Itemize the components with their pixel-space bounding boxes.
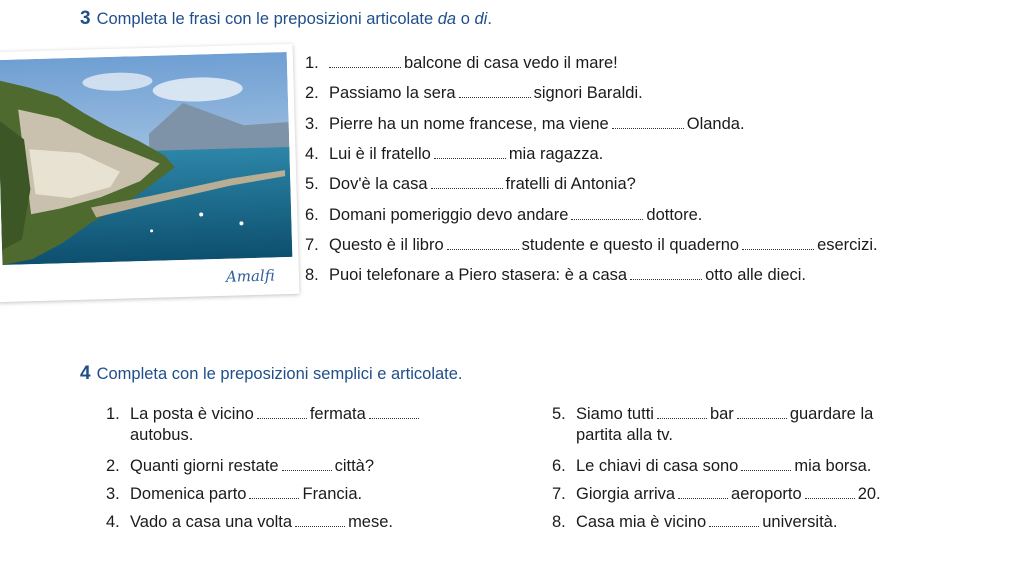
item-number: 1. bbox=[106, 405, 120, 423]
amalfi-photo bbox=[0, 44, 299, 302]
item-text: Passiamo la sera bbox=[329, 84, 456, 103]
item-text: Pierre ha un nome francese, ma viene bbox=[329, 114, 609, 133]
item-text: fermata bbox=[309, 405, 366, 423]
item-text: Vado a casa una volta bbox=[130, 513, 293, 531]
item-number: 4. bbox=[106, 513, 120, 531]
item-text: Casa mia è vicino bbox=[576, 513, 707, 531]
exercise-item bbox=[305, 266, 806, 285]
exercise-item bbox=[106, 457, 374, 476]
item-text: università. bbox=[762, 513, 838, 531]
item-text: signori Baraldi. bbox=[533, 84, 643, 103]
item-text: Puoi telefonare a Piero stasera: è a casa bbox=[329, 266, 628, 285]
answer-blank[interactable] bbox=[737, 408, 787, 419]
answer-blank[interactable] bbox=[282, 460, 332, 471]
item-number: 2. bbox=[305, 84, 319, 103]
item-text: dottore. bbox=[646, 205, 703, 224]
answer-blank[interactable] bbox=[459, 87, 531, 98]
item-text: Siamo tutti bbox=[576, 405, 654, 423]
answer-blank[interactable] bbox=[741, 460, 791, 471]
answer-blank[interactable] bbox=[612, 118, 684, 129]
item-text: Domani pomeriggio devo andare bbox=[329, 205, 569, 224]
item-number: 3. bbox=[106, 485, 120, 503]
item-text: esercizi. bbox=[817, 235, 878, 254]
answer-blank[interactable] bbox=[657, 408, 707, 419]
exercise-item bbox=[552, 513, 837, 532]
answer-blank[interactable] bbox=[630, 269, 702, 280]
item-text: studente e questo il quaderno bbox=[521, 235, 740, 254]
exercise-item bbox=[552, 405, 873, 424]
exercise-item bbox=[106, 405, 422, 424]
item-continuation: autobus. bbox=[130, 426, 194, 444]
exercise-3-title-text: Completa le frasi con le preposizioni articolate bbox=[96, 10, 438, 28]
exercise-item bbox=[305, 236, 878, 255]
amalfi-image bbox=[0, 52, 292, 265]
answer-blank[interactable] bbox=[447, 239, 519, 250]
photo-caption: Amalfi bbox=[225, 266, 275, 286]
exercise-4-title bbox=[80, 363, 463, 385]
exercise-item bbox=[305, 84, 643, 103]
item-number: 6. bbox=[552, 457, 566, 475]
exercise-item bbox=[552, 457, 871, 476]
exercise-4-title-text: Completa con le preposizioni semplici e articolate. bbox=[96, 365, 463, 383]
exercise-3-title-end: . bbox=[487, 10, 492, 28]
answer-blank[interactable] bbox=[295, 516, 345, 527]
exercise-item bbox=[305, 206, 702, 225]
item-text: mese. bbox=[348, 513, 393, 531]
answer-blank[interactable] bbox=[678, 488, 728, 499]
item-text: Domenica parto bbox=[130, 485, 247, 503]
item-number: 7. bbox=[305, 235, 319, 254]
item-number: 5. bbox=[305, 175, 319, 194]
item-number: 2. bbox=[106, 457, 120, 475]
item-text: Lui è il fratello bbox=[329, 144, 431, 163]
exercise-4-number: 4 bbox=[80, 363, 91, 384]
item-text: Dov'è la casa bbox=[329, 175, 428, 194]
answer-blank[interactable] bbox=[709, 516, 759, 527]
exercise-item bbox=[106, 485, 362, 504]
exercise-item bbox=[305, 115, 745, 134]
answer-blank[interactable] bbox=[434, 148, 506, 159]
answer-blank[interactable] bbox=[431, 178, 503, 189]
exercise-item bbox=[552, 485, 881, 504]
exercise-item bbox=[305, 175, 636, 194]
item-number: 5. bbox=[552, 405, 566, 423]
answer-blank[interactable] bbox=[249, 488, 299, 499]
item-text: aeroporto bbox=[731, 485, 802, 503]
item-number: 8. bbox=[552, 513, 566, 531]
answer-blank[interactable] bbox=[329, 57, 401, 68]
answer-blank[interactable] bbox=[571, 209, 643, 220]
answer-blank[interactable] bbox=[369, 408, 419, 419]
item-text: La posta è vicino bbox=[130, 405, 254, 423]
item-continuation: partita alla tv. bbox=[576, 426, 673, 444]
item-text: fratelli di Antonia? bbox=[505, 175, 636, 194]
item-text: mia borsa. bbox=[794, 457, 872, 475]
item-text: Le chiavi di casa sono bbox=[576, 457, 739, 475]
exercise-3-title-o: o bbox=[456, 10, 475, 28]
exercise-item bbox=[305, 145, 603, 164]
exercise-3-title-da: da bbox=[437, 10, 457, 28]
item-text: città? bbox=[334, 457, 375, 475]
item-text: Quanti giorni restate bbox=[130, 457, 279, 475]
item-text: bar bbox=[709, 405, 734, 423]
exercise-3-number: 3 bbox=[80, 8, 91, 29]
item-text: Olanda. bbox=[686, 114, 745, 133]
item-number: 3. bbox=[305, 114, 319, 133]
item-number: 7. bbox=[552, 485, 566, 503]
answer-blank[interactable] bbox=[742, 239, 814, 250]
exercise-item bbox=[305, 54, 618, 73]
exercise-3-title bbox=[80, 8, 492, 30]
item-text: mia ragazza. bbox=[508, 144, 604, 163]
item-text: Francia. bbox=[302, 485, 363, 503]
item-number: 1. bbox=[305, 54, 319, 72]
item-text: Giorgia arriva bbox=[576, 485, 676, 503]
item-text: 20. bbox=[857, 485, 881, 503]
item-text: otto alle dieci. bbox=[705, 266, 807, 285]
item-number: 8. bbox=[305, 266, 319, 285]
item-number: 4. bbox=[305, 144, 319, 163]
item-number: 6. bbox=[305, 205, 319, 224]
item-text: guardare la bbox=[789, 405, 874, 423]
item-text: balcone di casa vedo il mare! bbox=[404, 54, 618, 72]
exercise-3-title-di: di bbox=[474, 10, 488, 28]
answer-blank[interactable] bbox=[257, 408, 307, 419]
answer-blank[interactable] bbox=[805, 488, 855, 499]
exercise-item bbox=[106, 513, 393, 532]
item-text: Questo è il libro bbox=[329, 235, 444, 254]
